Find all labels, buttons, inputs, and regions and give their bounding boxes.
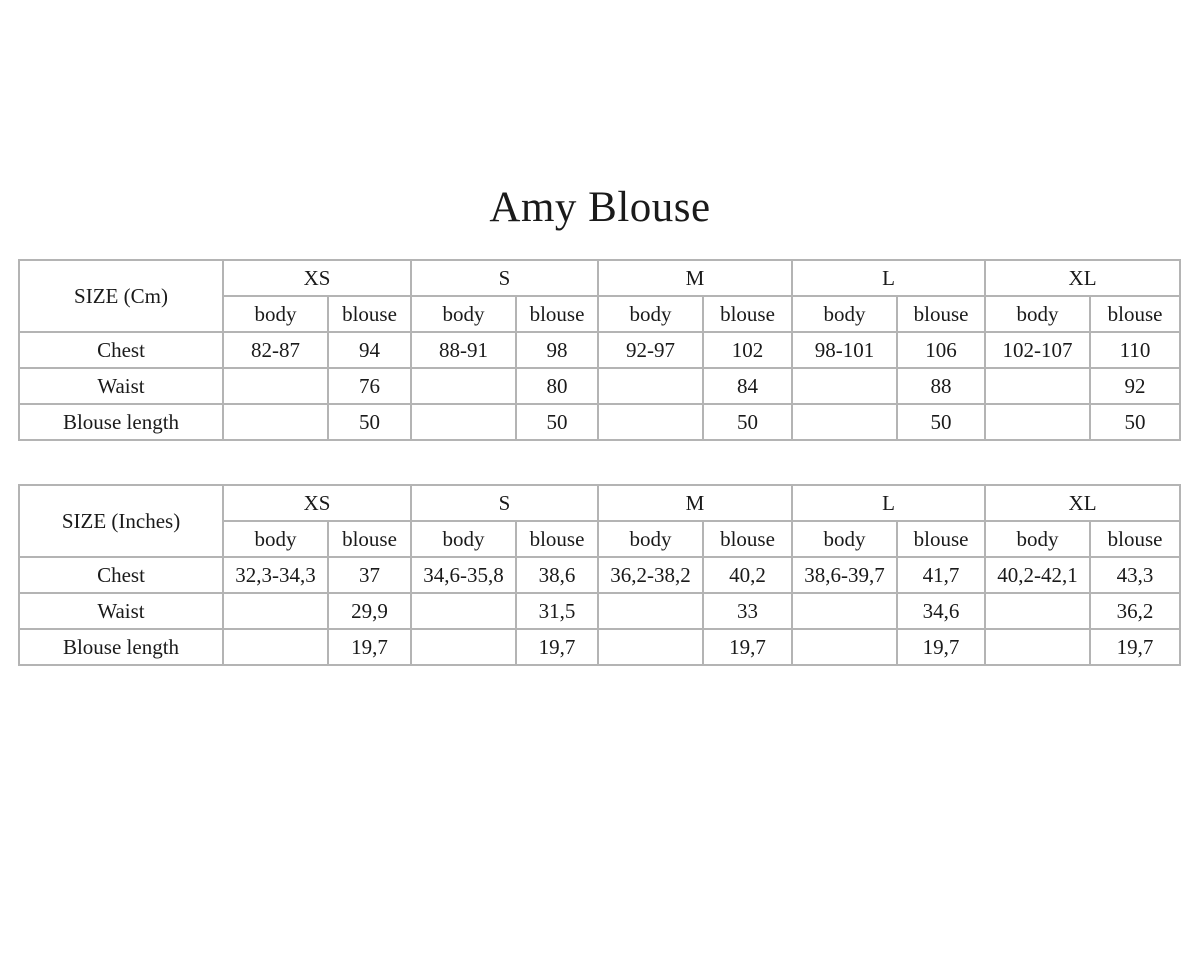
blouse-subheader: blouse [1090,296,1180,332]
table-cell [985,404,1090,440]
table-cell [223,368,328,404]
size-l-header: L [792,485,985,521]
table-cell [792,368,897,404]
table-cell [598,629,703,665]
table-cell: 34,6-35,8 [411,557,516,593]
size-m-header: M [598,260,792,296]
body-subheader: body [411,521,516,557]
blouse-subheader: blouse [328,521,411,557]
table-cell: 84 [703,368,792,404]
table-cell: 33 [703,593,792,629]
table-cell: 88-91 [411,332,516,368]
table-cell: 36,2-38,2 [598,557,703,593]
table-cell [598,368,703,404]
size-l-header: L [792,260,985,296]
size-header-row [19,260,1180,296]
table-row [19,404,1180,440]
body-subheader: body [985,521,1090,557]
table-cell [223,404,328,440]
table-row [19,629,1180,665]
table-cell [223,629,328,665]
blouse-subheader: blouse [897,521,985,557]
table-cell: 110 [1090,332,1180,368]
table-cell [792,404,897,440]
blouse-subheader: blouse [897,296,985,332]
table-cell: 102 [703,332,792,368]
size-table-cm [18,259,1181,441]
table-cell [411,368,516,404]
table-cell: 88 [897,368,985,404]
body-subheader: body [792,521,897,557]
blouse-subheader: blouse [516,296,598,332]
table-cell [792,629,897,665]
body-subheader: body [223,521,328,557]
table-cell: 92 [1090,368,1180,404]
body-subheader: body [792,296,897,332]
table-cell: 40,2-42,1 [985,557,1090,593]
table-cell: 34,6 [897,593,985,629]
table-cell: 19,7 [703,629,792,665]
table-cell [411,593,516,629]
blouse-subheader: blouse [703,296,792,332]
body-subheader: body [598,296,703,332]
body-subheader: body [223,296,328,332]
table-cell: 76 [328,368,411,404]
table-cell: 19,7 [516,629,598,665]
table-row [19,557,1180,593]
size-s-header: S [411,260,598,296]
table-cell: 50 [1090,404,1180,440]
page-title: Amy Blouse [489,184,711,231]
table-cell: 50 [897,404,985,440]
table-cell [985,593,1090,629]
row-label: Blouse length [19,629,223,665]
table-cell: 82-87 [223,332,328,368]
table-cell [598,593,703,629]
table-cell: 80 [516,368,598,404]
table-cell: 32,3-34,3 [223,557,328,593]
table-cell: 50 [328,404,411,440]
size-s-header: S [411,485,598,521]
body-subheader: body [985,296,1090,332]
table-cell: 102-107 [985,332,1090,368]
row-label: Blouse length [19,404,223,440]
table-cell [411,629,516,665]
blouse-subheader: blouse [328,296,411,332]
unit-label: SIZE (Cm) [19,260,223,332]
table-cell: 98 [516,332,598,368]
size-header-row [19,485,1180,521]
table-cell: 19,7 [897,629,985,665]
table-row [19,368,1180,404]
size-m-header: M [598,485,792,521]
blouse-subheader: blouse [1090,521,1180,557]
table-cell [985,368,1090,404]
table-cell: 37 [328,557,411,593]
body-subheader: body [598,521,703,557]
size-xl-header: XL [985,260,1180,296]
size-xs-header: XS [223,485,411,521]
table-cell [223,593,328,629]
table-cell: 50 [703,404,792,440]
table-cell: 50 [516,404,598,440]
table-cell: 38,6-39,7 [792,557,897,593]
table-cell: 31,5 [516,593,598,629]
row-label: Waist [19,368,223,404]
table-row [19,332,1180,368]
table-cell: 36,2 [1090,593,1180,629]
table-row [19,593,1180,629]
table-cell: 94 [328,332,411,368]
blouse-subheader: blouse [516,521,598,557]
row-label: Chest [19,332,223,368]
table-cell: 106 [897,332,985,368]
table-cell: 38,6 [516,557,598,593]
table-cell [411,404,516,440]
table-cell: 29,9 [328,593,411,629]
table-cell: 19,7 [328,629,411,665]
unit-label: SIZE (Inches) [19,485,223,557]
table-cell: 98-101 [792,332,897,368]
size-xl-header: XL [985,485,1180,521]
size-xs-header: XS [223,260,411,296]
row-label: Waist [19,593,223,629]
body-subheader: body [411,296,516,332]
blouse-subheader: blouse [703,521,792,557]
table-cell [985,629,1090,665]
size-table-inches [18,484,1181,666]
table-cell: 19,7 [1090,629,1180,665]
table-cell [598,404,703,440]
table-cell [792,593,897,629]
table-cell: 41,7 [897,557,985,593]
table-cell: 92-97 [598,332,703,368]
table-cell: 43,3 [1090,557,1180,593]
row-label: Chest [19,557,223,593]
table-cell: 40,2 [703,557,792,593]
